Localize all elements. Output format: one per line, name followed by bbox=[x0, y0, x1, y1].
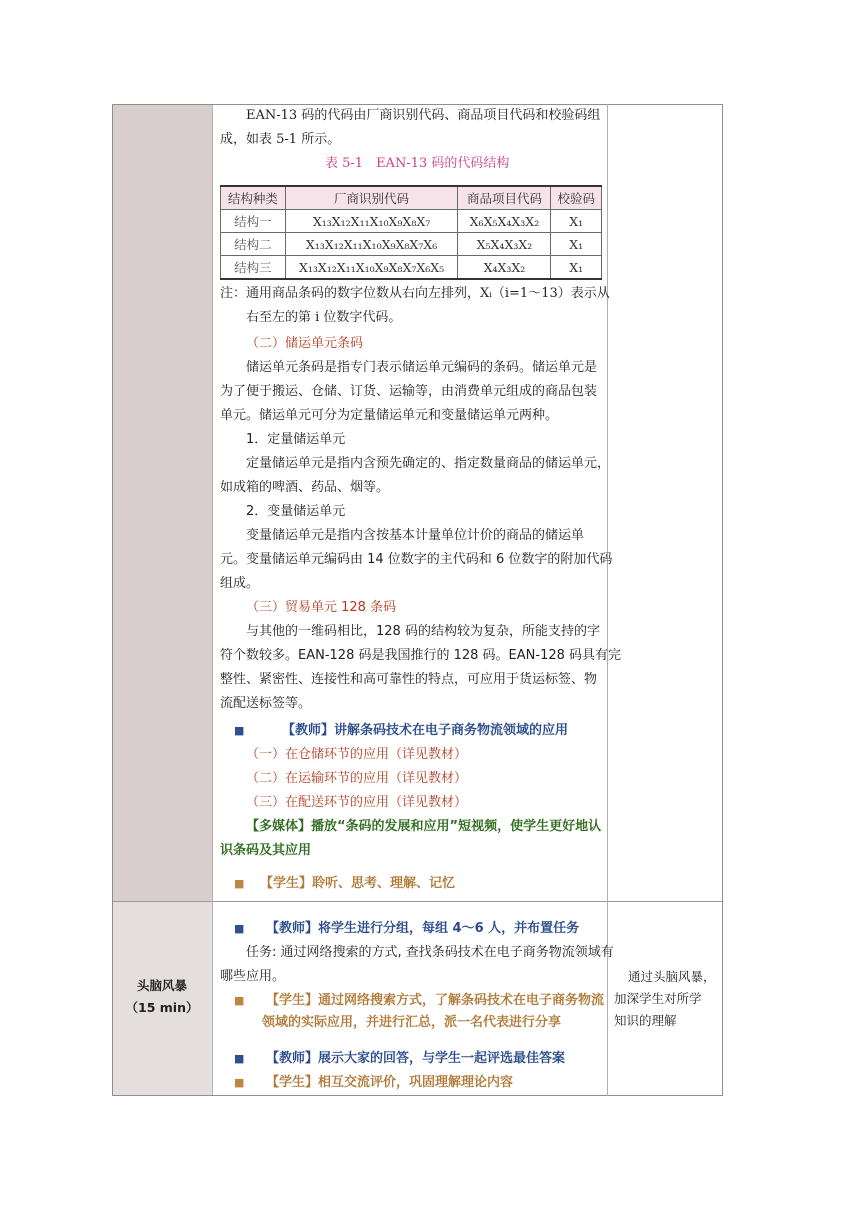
teacher-grouping: 【教师】将学生进行分组，每组 4～6 人，并布置任务 bbox=[266, 921, 580, 936]
bullet-teacher-1 bbox=[234, 719, 244, 743]
paragraph-variable-3: 组成。 bbox=[220, 576, 260, 591]
application-warehouse: （一）在仓储环节的应用（详见教材） bbox=[246, 747, 468, 762]
table-note-line-1: 注：通用商品条码的数字位数从右向左排列，Xᵢ（i=1～13）表示从 bbox=[220, 286, 610, 301]
paragraph-fixed-1: 定量储运单元是指内含预先确定的、指定数量商品的储运单元， bbox=[246, 456, 611, 471]
note-line-2: 加深学生对所学 bbox=[614, 991, 702, 1006]
square-bullet-icon: ■ bbox=[234, 724, 245, 737]
student-listen: 【学生】聆听、思考、理解、记忆 bbox=[260, 876, 456, 891]
table-border-bottom bbox=[112, 1095, 723, 1096]
paragraph-trade-2: 符个数较多。EAN-128 码是我国推行的 128 码。EAN-128 码具有完 bbox=[220, 648, 622, 663]
header-cell: 校验码 bbox=[551, 186, 602, 210]
bullet-teacher-2 bbox=[234, 917, 244, 941]
paragraph-storage-3: 单元。储运单元可分为定量储运单元和变量储运单元两种。 bbox=[220, 408, 559, 423]
multimedia-line-1: 【多媒体】播放“条码的发展和应用”短视频，使学生更好地认 bbox=[246, 819, 602, 834]
multimedia-line-2: 识条码及其应用 bbox=[220, 843, 312, 858]
table-cell: 结构三 bbox=[221, 256, 286, 280]
table-cell: X₅X₄X₃X₂ bbox=[458, 233, 551, 256]
heading-storage-unit: （二）储运单元条码 bbox=[246, 336, 364, 351]
header-cell: 结构种类 bbox=[221, 186, 286, 210]
row-label-brainstorm bbox=[112, 975, 212, 1019]
ean13-structure-table bbox=[220, 185, 602, 280]
left-column-cell-1 bbox=[112, 104, 213, 901]
table-cell: 结构一 bbox=[221, 210, 286, 233]
table-cell: X₁₃X₁₂X₁₁X₁₀X₉X₈X₇ bbox=[285, 210, 458, 233]
intro-line-1: EAN-13 码的代码由厂商识别代码、商品项目代码和校验码组 bbox=[246, 108, 601, 123]
table-cell: 结构二 bbox=[221, 233, 286, 256]
table-row bbox=[221, 233, 602, 256]
square-bullet-icon: ■ bbox=[234, 922, 245, 935]
student-search-line-2: 领域的实际应用，并进行汇总，派一名代表进行分享 bbox=[262, 1015, 562, 1030]
subheading-fixed-unit: 1．定量储运单元 bbox=[246, 432, 346, 447]
table-cell: X₁ bbox=[551, 210, 602, 233]
teacher-show-answers: 【教师】展示大家的回答，与学生一起评选最佳答案 bbox=[266, 1051, 566, 1066]
bullet-student-1 bbox=[234, 872, 244, 896]
intro-line-2: 成，如表 5-1 所示。 bbox=[220, 132, 341, 147]
paragraph-variable-1: 变量储运单元是指内含按基本计量单位计价的商品的储运单 bbox=[246, 528, 585, 543]
table-border-left bbox=[112, 104, 113, 1096]
task-line-2: 哪些应用。 bbox=[220, 969, 286, 984]
table-cell: X₆X₅X₄X₃X₂ bbox=[458, 210, 551, 233]
square-bullet-icon: ■ bbox=[234, 877, 245, 890]
table-note-line-2: 右至左的第 i 位数字代码。 bbox=[246, 310, 402, 325]
table-cell: X₁ bbox=[551, 233, 602, 256]
note-line-1: 通过头脑风暴， bbox=[628, 969, 716, 984]
bullet-student-3 bbox=[234, 1071, 244, 1095]
square-bullet-icon: ■ bbox=[234, 994, 245, 1007]
teacher-explain: 【教师】讲解条码技术在电子商务物流领域的应用 bbox=[282, 723, 569, 738]
bullet-student-2 bbox=[234, 989, 244, 1013]
heading-trade-unit: （三）贸易单元 128 条码 bbox=[246, 600, 397, 615]
bullet-teacher-3 bbox=[234, 1047, 244, 1071]
table-border-right bbox=[722, 104, 723, 1096]
table-cell: X₄X₃X₂ bbox=[458, 256, 551, 280]
subheading-variable-unit: 2．变量储运单元 bbox=[246, 504, 346, 519]
paragraph-trade-1: 与其他的一维码相比，128 码的结构较为复杂，所能支持的字 bbox=[246, 624, 600, 639]
header-cell: 商品项目代码 bbox=[458, 186, 551, 210]
header-cell: 厂商识别代码 bbox=[285, 186, 458, 210]
table-row-divider bbox=[112, 901, 723, 902]
table-row bbox=[221, 210, 602, 233]
square-bullet-icon: ■ bbox=[234, 1076, 245, 1089]
design-intent-note bbox=[614, 966, 718, 1032]
table-cell: X₁ bbox=[551, 256, 602, 280]
table-cell: X₁₃X₁₂X₁₁X₁₀X₉X₈X₇X₆ bbox=[285, 233, 458, 256]
table-row bbox=[221, 256, 602, 280]
paragraph-storage-1: 储运单元条码是指专门表示储运单元编码的条码。储运单元是 bbox=[246, 360, 598, 375]
paragraph-variable-2: 元。变量储运单元编码由 14 位数字的主代码和 6 位数字的附加代码 bbox=[220, 552, 613, 567]
table-caption: 表 5-1 EAN-13 码的代码结构 bbox=[325, 156, 510, 171]
paragraph-storage-2: 为了便于搬运、仓储、订货、运输等，由消费单元组成的商品包装 bbox=[220, 384, 598, 399]
application-transport: （二）在运输环节的应用（详见教材） bbox=[246, 771, 468, 786]
task-line-1: 任务: 通过网络搜索的方式, 查找条码技术在电子商务物流领域有 bbox=[246, 945, 614, 960]
paragraph-trade-3: 整性、紧密性、连接性和高可靠性的特点，可应用于货运标签、物 bbox=[220, 672, 598, 687]
paragraph-trade-4: 流配送标签等。 bbox=[220, 696, 312, 711]
label-duration: （15 min） bbox=[125, 1000, 199, 1015]
note-line-3: 知识的理解 bbox=[614, 1013, 677, 1028]
paragraph-fixed-2: 如成箱的啤酒、药品、烟等。 bbox=[220, 480, 390, 495]
table-cell: X₁₃X₁₂X₁₁X₁₀X₉X₈X₇X₆X₅ bbox=[285, 256, 458, 280]
student-evaluate: 【学生】相互交流评价，巩固理解理论内容 bbox=[266, 1075, 514, 1090]
table-header-row bbox=[221, 186, 602, 210]
label-title: 头脑风暴 bbox=[136, 978, 187, 993]
student-search-line-1: 【学生】通过网络搜索方式，了解条码技术在电子商务物流 bbox=[266, 993, 605, 1008]
square-bullet-icon: ■ bbox=[234, 1052, 245, 1065]
application-delivery: （三）在配送环节的应用（详见教材） bbox=[246, 795, 468, 810]
